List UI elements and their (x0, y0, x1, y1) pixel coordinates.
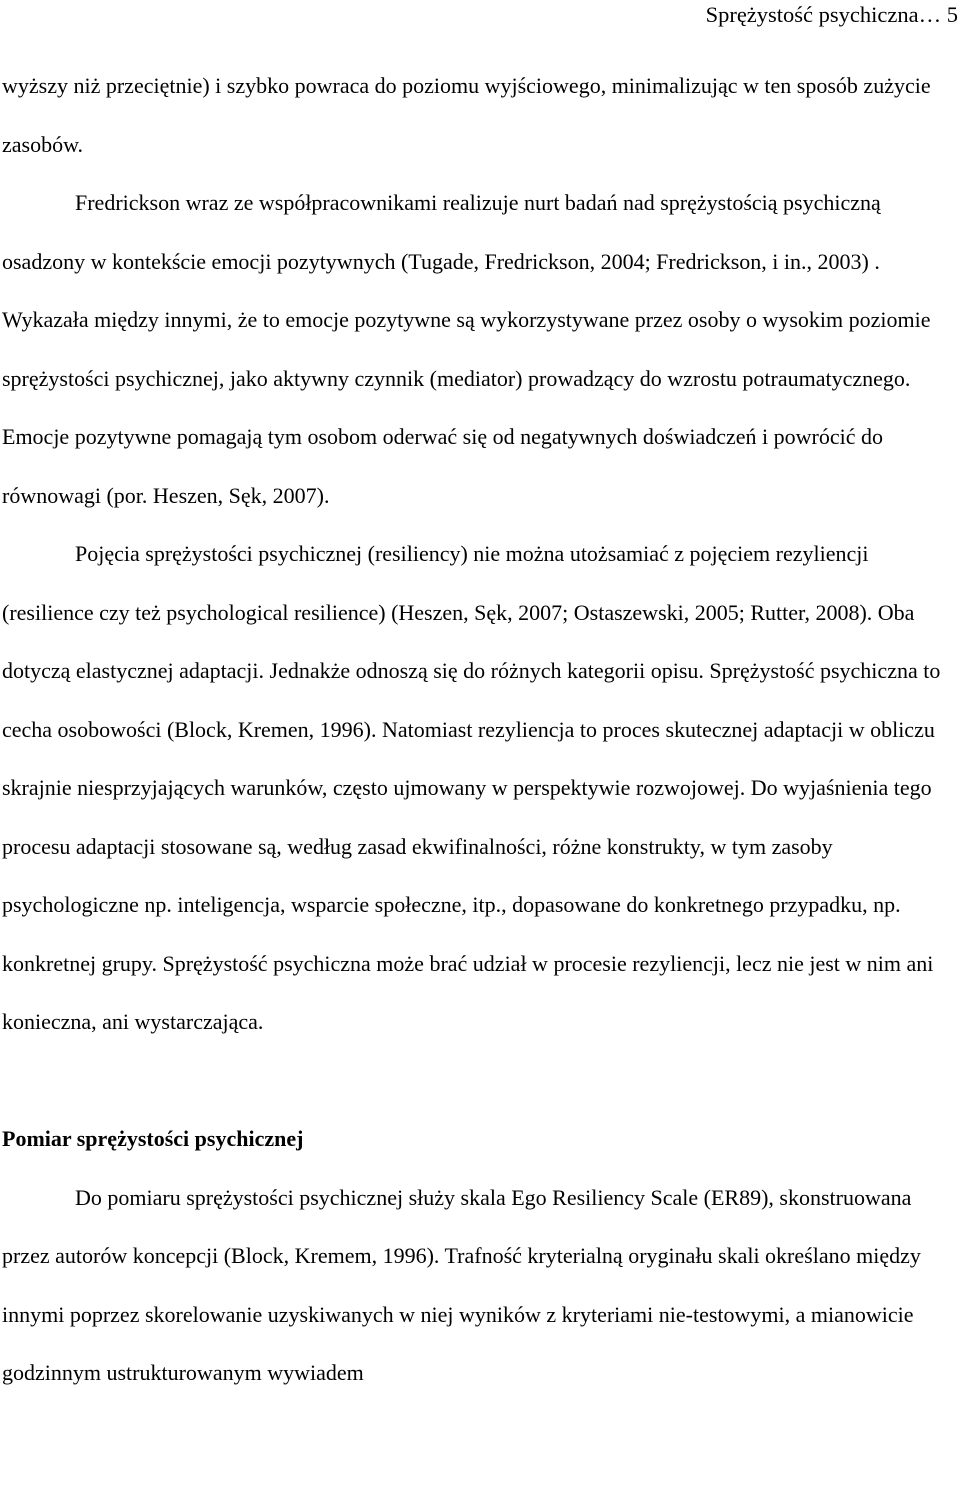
document-body (2, 57, 952, 1403)
section-spacer (2, 1052, 952, 1111)
paragraph-measurement: Do pomiaru sprężystości psychicznej służy skala Ego Resiliency Scale (ER89), skonstruowana przez autorów koncepcji (Block, Kremem, 1996). Trafność kryterialną oryginału skali określano między innymi poprzez skorelowanie uzyskiwanych w niej wyników z kryteriami nie-testowymi, a mianowicie godzinnym ustrukturowanym wywiadem (2, 1184, 921, 1385)
paragraph-continued: wyższy niż przeciętnie) i szybko powraca do poziomu wyjściowego, minimalizując w ten sposób zużycie zasobów. (2, 73, 931, 157)
section-heading: Pomiar sprężystości psychicznej (2, 1126, 304, 1151)
paragraph-fredrickson: Fredrickson wraz ze współpracownikami realizuje nurt badań nad sprężystością psychiczną osadzony w kontekście emocji pozytywnych (Tugade, Fredrickson, 2004; Fredrickson, i in., 2003) . Wykazała między innymi, że to emocje pozytywne są wykorzystywane przez osoby o wysokim poziomie sprężystości psychicznej, jako aktywny czynnik (mediator) prowadzący do wzrostu potraumatycznego. Emocje pozytywne pomagają tym osobom oderwać się od negatywnych doświadczeń i powrócić do równowagi (por. Heszen, Sęk, 2007). (2, 190, 931, 508)
running-header: Sprężystość psychiczna… 5 (705, 2, 958, 27)
paragraph-resiliency-vs-resilience: Pojęcia sprężystości psychicznej (resiliency) nie można utożsamiać z pojęciem rezyliencji (resilience czy też psychological resilience) (Heszen, Sęk, 2007; Ostaszewski, 2005; Rutter, 2008). Oba dotyczą elastycznej adaptacji. Jednakże odnoszą się do różnych kategorii opisu. Sprężystość psychiczna to cecha osobowości (Block, Kremen, 1996). Natomiast rezyliencja to proces skutecznej adaptacji w obliczu skrajnie niesprzyjających warunków, często ujmowany w perspektywie rozwojowej. Do wyjaśnienia tego procesu adaptacji stosowane są, według zasad ekwifinalności, różne konstrukty, w tym zasoby psychologiczne np. inteligencja, wsparcie społeczne, itp., dopasowane do konkretnego przypadku, np. konkretnej grupy. Sprężystość psychiczna może brać udział w procesie rezyliencji, lecz nie jest w nim ani konieczna, ani wystarczająca. (2, 541, 941, 1034)
